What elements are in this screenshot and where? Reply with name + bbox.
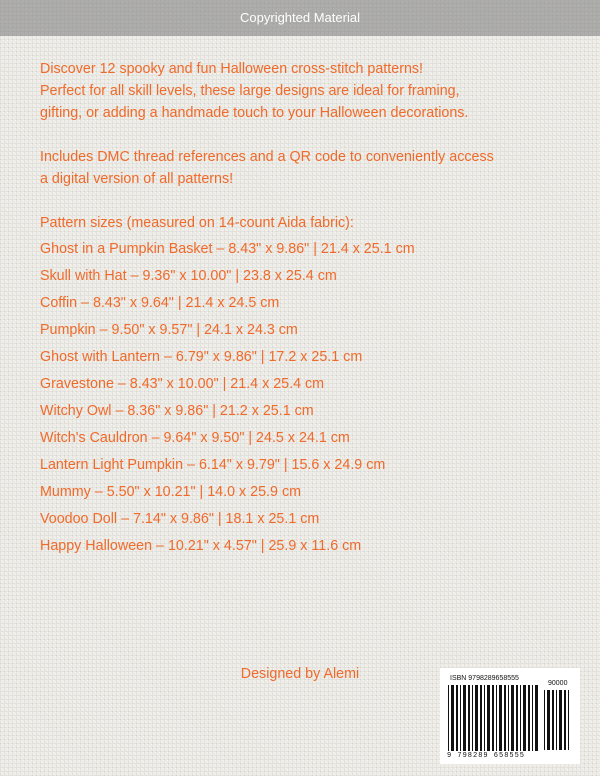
barcode-icon [448, 685, 540, 751]
designer-credit: Designed by Alemi [240, 666, 360, 682]
barcode-bar [484, 685, 485, 751]
list-item: Coffin – 8.43" x 9.64" | 21.4 x 24.5 cm [40, 295, 280, 311]
list-item: Ghost in a Pumpkin Basket – 8.43" x 9.86" | 21.4 x 25.1 cm [40, 241, 415, 257]
barcode-bar [504, 685, 506, 751]
list-item: Gravestone – 8.43" x 10.00" | 21.4 x 25.4 cm [40, 376, 325, 392]
barcode-bar [456, 685, 458, 751]
pattern-sizes-section [40, 212, 580, 560]
list-item: Witchy Owl – 8.36" x 9.86" | 21.2 x 25.1 cm [40, 403, 314, 419]
barcode-bar [511, 685, 514, 751]
intro-line: Includes DMC thread references and a QR code to conveniently access [40, 149, 494, 165]
intro-text [40, 58, 580, 190]
barcode-bar [559, 690, 562, 750]
barcode-bar [552, 690, 554, 750]
barcode-bar [448, 685, 449, 751]
barcode-bar [463, 685, 466, 751]
barcode-bar [468, 685, 470, 751]
barcode-addon-icon [544, 690, 572, 750]
barcode-bar [547, 690, 550, 750]
list-item: Pumpkin – 9.50" x 9.57" | 24.1 x 24.3 cm [40, 322, 298, 338]
price-code: 90000 [548, 680, 568, 687]
barcode-bar [516, 685, 518, 751]
barcode-bar [480, 685, 482, 751]
barcode-bar [564, 690, 566, 750]
barcode-bar [472, 685, 473, 751]
barcode-bar [460, 685, 461, 751]
barcode-bar [496, 685, 497, 751]
intro-line: Discover 12 spooky and fun Halloween cross-stitch patterns! [40, 61, 424, 77]
barcode-digits: 9 798289 658555 [447, 752, 526, 760]
barcode-bar [451, 685, 454, 751]
barcode-bar [520, 685, 521, 751]
barcode-bar [523, 685, 526, 751]
intro-line: Perfect for all skill levels, these large designs are ideal for framing, [40, 83, 460, 99]
isbn-label: ISBN 9798289658555 [450, 675, 519, 682]
pattern-sizes-heading: Pattern sizes (measured on 14-count Aida fabric): [40, 215, 354, 231]
barcode-bar [532, 685, 533, 751]
barcode-bar [508, 685, 509, 751]
intro-line: gifting, or adding a handmade touch to your Halloween decorations. [40, 105, 469, 121]
barcode-bar [528, 685, 530, 751]
isbn-barcode [440, 668, 580, 764]
barcode-bar [492, 685, 494, 751]
barcode-bar [544, 690, 545, 750]
list-item: Happy Halloween – 10.21" x 4.57" | 25.9 x 11.6 cm [40, 538, 362, 554]
barcode-bar [475, 685, 478, 751]
list-item: Ghost with Lantern – 6.79" x 9.86" | 17.2 x 25.1 cm [40, 349, 363, 365]
pattern-sizes-list [40, 236, 580, 560]
list-item: Lantern Light Pumpkin – 6.14" x 9.79" | 15.6 x 24.9 cm [40, 457, 386, 473]
barcode-bar [535, 685, 538, 751]
back-cover-content [40, 58, 580, 560]
list-item: Voodoo Doll – 7.14" x 9.86" | 18.1 x 25.1 cm [40, 511, 320, 527]
list-item: Witch's Cauldron – 9.64" x 9.50" | 24.5 x 24.1 cm [40, 430, 350, 446]
barcode-bar [556, 690, 557, 750]
intro-line: a digital version of all patterns! [40, 171, 234, 187]
list-item: Skull with Hat – 9.36" x 10.00" | 23.8 x 25.4 cm [40, 268, 337, 284]
barcode-bar [568, 690, 569, 750]
barcode-bar [499, 685, 502, 751]
list-item: Mummy – 5.50" x 10.21" | 14.0 x 25.9 cm [40, 484, 302, 500]
barcode-bar [487, 685, 490, 751]
copyright-watermark: Copyrighted Material [0, 0, 600, 36]
